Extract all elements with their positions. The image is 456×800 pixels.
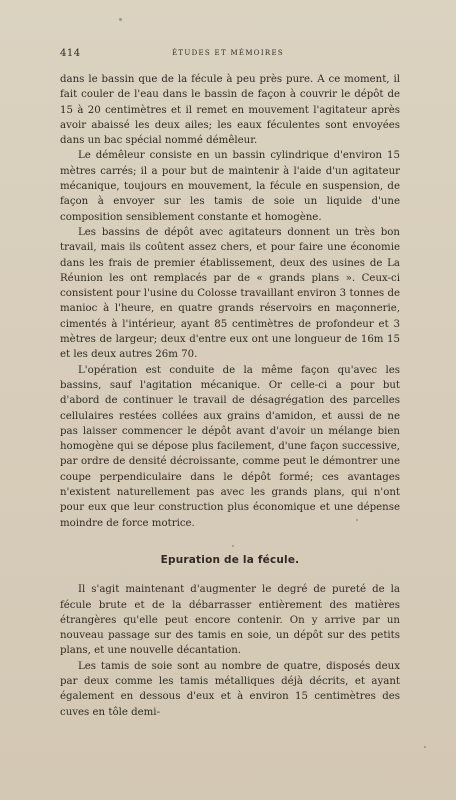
page-number: 414 bbox=[60, 48, 81, 59]
paragraph: Les tamis de soie sont au nombre de quatre, disposés deux par deux comme les tamis métalliques déjà décrits, et ayant également en dessous d'eux et à environ 15 centimètres des cuves en tôle demi- bbox=[60, 660, 400, 718]
paper-spot bbox=[424, 746, 426, 748]
section-heading: Epuration de la fécule. bbox=[160, 553, 300, 566]
paragraph: Il s'agit maintenant d'augmenter le degré de pureté de la fécule brute et de la débarrasser entièrement des matières étrangères qu'elle peut encore contenir. On y arrive par un nouveau passage sur des tamis en soie, un dépôt sur des petits plans, et une nouvelle décantation. bbox=[60, 584, 400, 657]
paragraph: L'opération est conduite de la même façon qu'avec les bassins, sauf l'agitation mécanique. Or celle-ci a pour but d'abord de continuer le travail de désagrégation des parcelles cellulaires restées collées aux grains d'amidon, et aussi de ne pas laisser commencer le dépôt avant d'avoir un mélange bien homogène qui se dépose plus facilement, d'une façon successive, par ordre de densité décroissante, comme peut le démontrer une coupe perpendiculaire dans le dépôt formé; ces avantages n'existent naturellement pas avec les grands plans, qui n'ont pour eux que leur construction plus économique et une dépense moindre de force motrice. bbox=[60, 364, 400, 529]
paper-spot bbox=[232, 545, 234, 547]
paragraph: Les bassins de dépôt avec agitateurs donnent un très bon travail, mais ils coûtent assez chers, et pour faire une économie dans les frais de premier établissement, deux des usines de La Réunion les ont remplacés par de « grands plans ». Ceux-ci consistent pour l'usine du Colosse travaillant environ 3 tonnes de manioc à l'heure, en quatre grands réservoirs en maçonnerie, cimentés à l'intérieur, ayant 85 centimètres de profondeur et 3 mètres de largeur; deux d'entre eux ont une longueur de 16m 15 et les deux autres 26m 70. bbox=[60, 226, 400, 361]
page-header bbox=[60, 48, 396, 62]
paragraph: Le démêleur consiste en un bassin cylindrique d'environ 15 mètres carrés; il a pour but de maintenir à l'aide d'un agitateur mécanique, toujours en mouvement, la fécule en suspension, de façon à envoyer sur les tamis de soie un liquide d'une composition sensiblement constante et homogène. bbox=[60, 150, 400, 223]
paper-spot bbox=[119, 18, 122, 21]
paragraph: dans le bassin que de la fécule à peu près pure. A ce moment, il fait couler de l'eau dans le bassin de façon à couvrir le dépôt de 15 à 20 centimètres et il remet en mouvement l'agitateur après avoir abaissé les deux ailes; les eaux féculentes sont envoyées dans un bac spécial nommé démêleur. bbox=[60, 74, 400, 147]
paper-spot bbox=[356, 519, 358, 521]
running-title: ÉTUDES ET MÉMOIRES bbox=[172, 49, 284, 57]
page-body bbox=[60, 72, 400, 720]
